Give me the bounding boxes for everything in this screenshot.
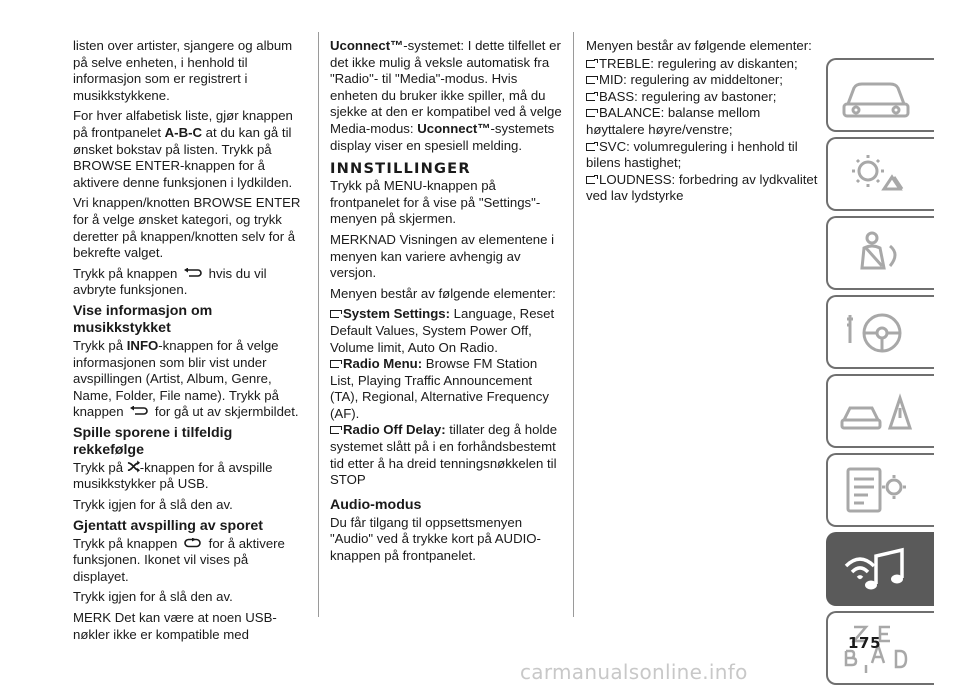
shuffle-icon [127, 460, 140, 473]
heading-settings: INNSTILLINGER [330, 160, 471, 178]
bullet-icon [586, 176, 595, 184]
tab-starting-driving[interactable] [826, 295, 934, 369]
uconnect-label: Uconnect™ [417, 120, 491, 136]
tab-maintenance[interactable] [826, 453, 934, 527]
item-label: Radio Menu: [343, 356, 423, 372]
bullet-icon [330, 360, 339, 368]
text: Trykk på [73, 459, 127, 475]
back-icon [129, 406, 149, 416]
paragraph [330, 38, 562, 154]
paragraph: Trykk på MENU-knappen på frontpanelet for å vise på "Settings"-menyen på skjermen. [330, 178, 541, 227]
heading-shuffle: Spille sporene i tilfeldig rekkefølge [73, 424, 233, 458]
warning-breakdown-icon [838, 384, 916, 440]
abc-button-label: A-B-C [164, 124, 203, 140]
bullet-icon [586, 76, 595, 84]
list-item [330, 422, 562, 488]
heading-audio-mode: Audio-modus [330, 496, 422, 513]
list-item [586, 105, 818, 138]
seatbelt-airbag-icon [838, 226, 916, 282]
list-item [586, 172, 818, 205]
chapter-tabs [826, 58, 936, 690]
list-item [586, 89, 818, 106]
item-label: Radio Off Delay: [343, 422, 446, 438]
column-2 [330, 38, 562, 569]
text: for gå ut av skjermbildet. [151, 404, 299, 420]
list-item [586, 139, 818, 172]
paragraph [73, 536, 305, 586]
column-divider-right [573, 32, 574, 617]
column-divider-left [318, 32, 319, 617]
text: for å aktivere funksjonen. Ikonet vil vises på displayet. [73, 535, 285, 584]
item-text: Language, Reset Default Values, System Power Off, Volume limit, Auto On Radio. [330, 306, 555, 355]
text: at du kan gå til ønsket bokstav på listen. Trykk på BROWSE ENTER-knappen for å aktivere denne funksjonen i lydkilden. [73, 124, 293, 190]
text: -knappen for å avspille musikkstykker på USB. [73, 459, 273, 492]
text: Trykk på knappen [73, 265, 181, 281]
info-button-label: INFO [126, 337, 159, 353]
list-item [330, 356, 562, 422]
paragraph: listen over artister, sjangere og album på selve enheten, i henhold til informasjon som er registrert i musikkstykkene. [73, 38, 293, 103]
paragraph: Vri knappen/knotten BROWSE ENTER for å velge ønsket kategori, og trykk deretter på knappen/knotten selv for å bekrefte valget. [73, 195, 301, 261]
bullet-icon [586, 60, 595, 68]
heading-track-info: Vise informasjon om musikkstykket [73, 302, 213, 336]
tab-multimedia[interactable] [826, 532, 934, 606]
bullet-icon [330, 310, 339, 318]
paragraph: Menyen består av følgende elementer: [330, 285, 556, 301]
item-text: BASS: regulering av bastoner; [599, 88, 777, 104]
item-label: System Settings: [343, 306, 450, 322]
bullet-icon [330, 426, 339, 434]
paragraph [73, 266, 305, 299]
text: -systemet: I dette tilfellet er det ikke mulig å veksle automatisk fra "Radio"- til "Media"-modus. Hvis enheten du bruker ikke spiller, må du sjekke at den er kompatibel ved å velge Media-modus: [330, 38, 562, 136]
bullet-icon [586, 93, 595, 101]
watermark: carmanualsonline.info [520, 660, 748, 684]
maintenance-icon [838, 463, 916, 519]
item-text: SVC: volumregulering i henhold til bilens hastighet; [586, 138, 798, 171]
item-text: LOUDNESS: forbedring av lydkvalitet ved lav lydstyrke [586, 171, 818, 204]
paragraph [73, 338, 305, 421]
heading-repeat: Gjentatt avspilling av sporet [73, 517, 264, 534]
tab-emergency[interactable] [826, 374, 934, 448]
paragraph [73, 460, 305, 493]
text: hvis du vil avbryte funksjonen. [73, 265, 267, 298]
item-text: TREBLE: regulering av diskanten; [599, 55, 798, 71]
column-1 [73, 38, 305, 647]
text: -knappen for å velge informasjonen som blir vist under avspillingen (Artist, Album, Genre, Name, Folder, File name). Trykk på knappen [73, 337, 279, 420]
item-text: Browse FM Station List, Playing Traffic Announcement (TA), Regional, Alternative Frequency (AF). [330, 356, 549, 421]
paragraph [73, 108, 305, 191]
paragraph: Trykk igjen for å slå den av. [73, 497, 233, 513]
paragraph: Menyen består av følgende elementer: [586, 38, 812, 53]
bullet-icon [586, 143, 595, 151]
item-text: MID: regulering av middeltoner; [599, 72, 783, 88]
tab-dashboard[interactable] [826, 137, 934, 211]
list-item [586, 72, 818, 89]
back-icon [183, 268, 203, 278]
steering-wheel-key-icon [838, 305, 916, 361]
dashboard-lights-icon [838, 147, 916, 203]
paragraph: Trykk igjen for å slå den av. [73, 589, 233, 605]
text: Trykk på knappen [73, 535, 181, 551]
paragraph: Du får tilgang til oppsettsmenyen "Audio" ved å trykke kort på AUDIO-knappen på frontpanelet. [330, 514, 541, 564]
tab-safety[interactable] [826, 216, 934, 290]
paragraph: MERK Det kan være at noen USB-nøkler ikke er kompatible med [73, 610, 277, 642]
bullet-icon [586, 109, 595, 117]
list-item [330, 306, 562, 356]
text: Trykk på [73, 337, 127, 353]
multimedia-icon [838, 542, 916, 598]
tab-car[interactable] [826, 58, 934, 132]
text: -systemets display viser en spesiell melding. [330, 120, 555, 153]
item-text: tillater deg å holde systemet slått på i en forhåndsbestemt tid etter å ha dreid tenningsnøkkelen til STOP [330, 422, 558, 488]
uconnect-label: Uconnect™ [330, 38, 404, 53]
list-item [586, 56, 818, 73]
item-text: BALANCE: balanse mellom høyttalere høyre/venstre; [586, 105, 761, 137]
text: For hver alfabetisk liste, gjør knappen på frontpanelet [73, 108, 293, 140]
paragraph: MERKNAD Visningen av elementene i menyen kan variere avhengig av versjon. [330, 231, 555, 281]
car-icon [838, 68, 916, 124]
repeat-icon [183, 538, 203, 548]
column-3 [586, 38, 818, 205]
page-number: 175 [848, 634, 882, 652]
